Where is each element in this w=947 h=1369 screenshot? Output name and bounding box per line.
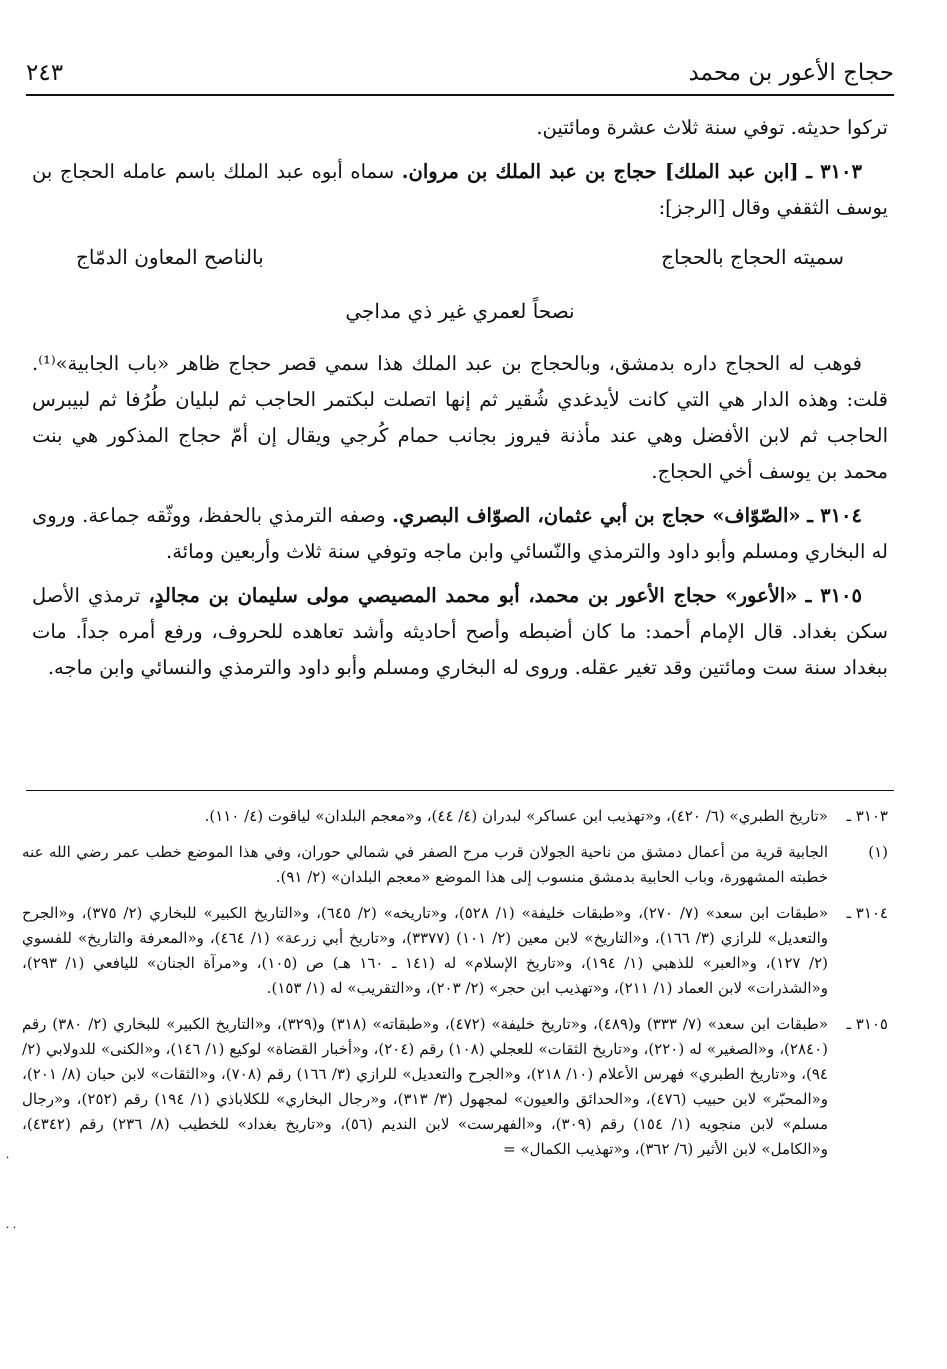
page-number: ٢٤٣ [26, 60, 64, 86]
footnote-1 [22, 840, 888, 890]
page-header [26, 52, 894, 92]
entry-number: ٣١٠٣ ـ [806, 160, 862, 183]
verse-hemistich-2: بالناصح المعاون الدمّاج [76, 245, 264, 269]
entry-3104 [32, 498, 888, 570]
footnotes [22, 804, 888, 1173]
entry-number: ٣١٠٥ ـ [805, 584, 863, 607]
footnote-text: «تاريخ الطبري» (٦/ ٤٢٠)، و«تهذيب ابن عساكر» لبدران (٤/ ٤٤)، و«معجم البلدان» لياقوت (٤/ ١١٠). [204, 807, 828, 825]
verse-hemistich-3: نصحاً لعمري غير ذي مداجي [345, 299, 575, 323]
header-rule [26, 94, 894, 96]
main-text [32, 110, 888, 694]
paragraph-after-verse: فوهب له الحجاج داره بدمشق، وبالحجاج بن عبد الملك هذا سمي قصر حجاج ظاهر «باب الجابية»⁽¹⁾. قلت: وهذه الدار هي التي كانت لأيدغدي شُقير ثم إنها اتصلت لبكتمر الحاجب ثم لبليان طُرُفا ثم لبيبرس الحاجب ثم لابن الأفضل وهي عند مأذنة فيروز بجانب حمام كُرجي ويقال إن أمّ حجاج المذكور هي بنت محمد بن يوسف أخي الحجاج. [32, 352, 888, 483]
margin-mark: ٠٠ [4, 1220, 18, 1235]
entry-3103 [32, 154, 888, 226]
footnote-rule [26, 790, 894, 791]
entry-text: سماه أبوه عبد الملك باسم عامله الحجاج بن يوسف الثقفي وقال [الرجز]: [32, 160, 888, 219]
footnote-3103 [22, 804, 888, 829]
footnote-label: ٣١٠٣ ـ [846, 807, 888, 825]
footnote-label: ٣١٠٤ ـ [846, 904, 888, 922]
entry-text: وصفه الترمذي بالحفظ، ووثّقه جماعة. وروى له البخاري ومسلم وأبو داود والترمذي والنّسائي وابن ماجه وتوفي سنة ثلاث وأربعين ومائة. [32, 504, 888, 563]
paragraph-continuation: تركوا حديثه. توفي سنة ثلاث عشرة ومائتين. [536, 116, 888, 139]
entry-title: «الصّوّاف» حجاج بن أبي عثمان، الصوّاف البصري. [392, 504, 801, 527]
footnote-label: ٣١٠٥ ـ [846, 1015, 888, 1033]
footnote-3104 [22, 901, 888, 1001]
verse-line-1 [32, 234, 888, 280]
running-title: حجاج الأعور بن محمد [688, 60, 894, 86]
entry-number: ٣١٠٤ ـ [807, 504, 863, 527]
entry-title: «الأعور» حجاج الأعور بن محمد، أبو محمد المصيصي مولى سليمان بن مجالدٍ، [148, 584, 798, 607]
verse-hemistich-1: سميته الحجاج بالحجاج [661, 245, 844, 269]
footnote-text: الجابية قرية من أعمال دمشق من ناحية الجولان قرب مرح الصفر في شمالي حوران، وفي هذا الموضع خطب عمر رضي الله عنه خطبته المشهورة، وباب الحابية بدمشق منسوب إلى هذا الموضع «معجم البلدان» (٢/ ٩١). [22, 843, 828, 886]
entry-text: ترمذي الأصل سكن بغداد. قال الإمام أحمد: ما كان أضبطه وأصح أحاديثه وأشد تعاهده للحروف، ورفع أمره جداً. مات ببغداد سنة ست ومائتين وقد تغير عقله. وروى له البخاري ومسلم وأبو داود والترمذي والنسائي وابن ماجه. [32, 584, 888, 679]
footnote-text: «طبقات ابن سعد» (٧/ ٢٧٠)، و«طبقات خليفة» (١/ ٥٢٨)، و«تاريخه» (٢/ ٦٤٥)، و«التاريخ الكبير» للبخاري (٢/ ٣٧٥)، و«الجرح والتعديل» للرازي (٣/ ١٦٦)، و«التاريخ» لابن معين (٢/ ١٠١) (٣٣٧٧)، و«تاريخ أبي زرعة» (١/ ٤٦٤)، و«المعرفة والتاريخ» للفسوي (٢/ ١٢٧)، و«العبر» للذهبي (١/ ١٩٤)، و«تاريخ الإسلام» له (١٤١ ـ ١٦٠ هـ) ص (١٠٥)، و«مرآة الجنان» لليافعي (١/ ٢٩٣)، و«الشذرات» لابن العماد (١/ ٢١١)، و«تهذيب ابن حجر» (٢/ ٢٠٣)، و«التقريب» له (١/ ١٥٣). [22, 904, 829, 997]
footnote-label: (١) [868, 843, 888, 861]
verse-line-2 [32, 288, 888, 334]
entry-title: [ابن عبد الملك] حجاج بن عبد الملك بن مروان. [401, 160, 799, 183]
footnote-3105 [22, 1012, 888, 1162]
margin-mark: ٠ [4, 1150, 11, 1165]
entry-3105 [32, 578, 888, 686]
footnote-text: «طبقات ابن سعد» (٧/ ٣٣٣) و(٤٨٩)، و«تاريخ خليفة» (٤٧٢)، و«طبقاته» (٣١٨) و(٣٢٩)، و«التاريخ الكبير» للبخاري (٢/ ٣٨٠) رقم (٢٨٤٠)، و«الصغير» له (٢٢٠)، و«تاريخ الثقات» للعجلي (١٠٨) رقم (٢٠٤)، و«أخبار القضاة» لوكيع (١/ ١٤٦)، و«الكنى» للدولابي (٢/ ٩٤)، و«تاريخ الطبري» فهرس الأعلام (١٠/ ٢١٨)، و«الجرح والتعديل» للرازي (٣/ ١٦٦) رقم (٧٠٨)، و«الثقات» لابن حبان (٨/ ٢٠١)، و«المحبّر» لابن حبيب (٤٧٦)، و«الحدائق والعيون» لمجهول (٣/ ٣١٣)، و«رجال البخاري» للكلاباذي (١/ ١٩٤) رقم (٢٥٢)، و«رجال مسلم» لابن منجويه (١/ ١٥٤) رقم (٣٠٩)، و«الفهرست» لابن النديم (٥٦)، و«تاريخ بغداد» للخطيب (٨/ ٢٣٦) رقم (٤٣٤٢)، و«الكامل» لابن الأثير (٦/ ٣٦٢)، و«تهذيب الكمال» = [22, 1015, 829, 1158]
